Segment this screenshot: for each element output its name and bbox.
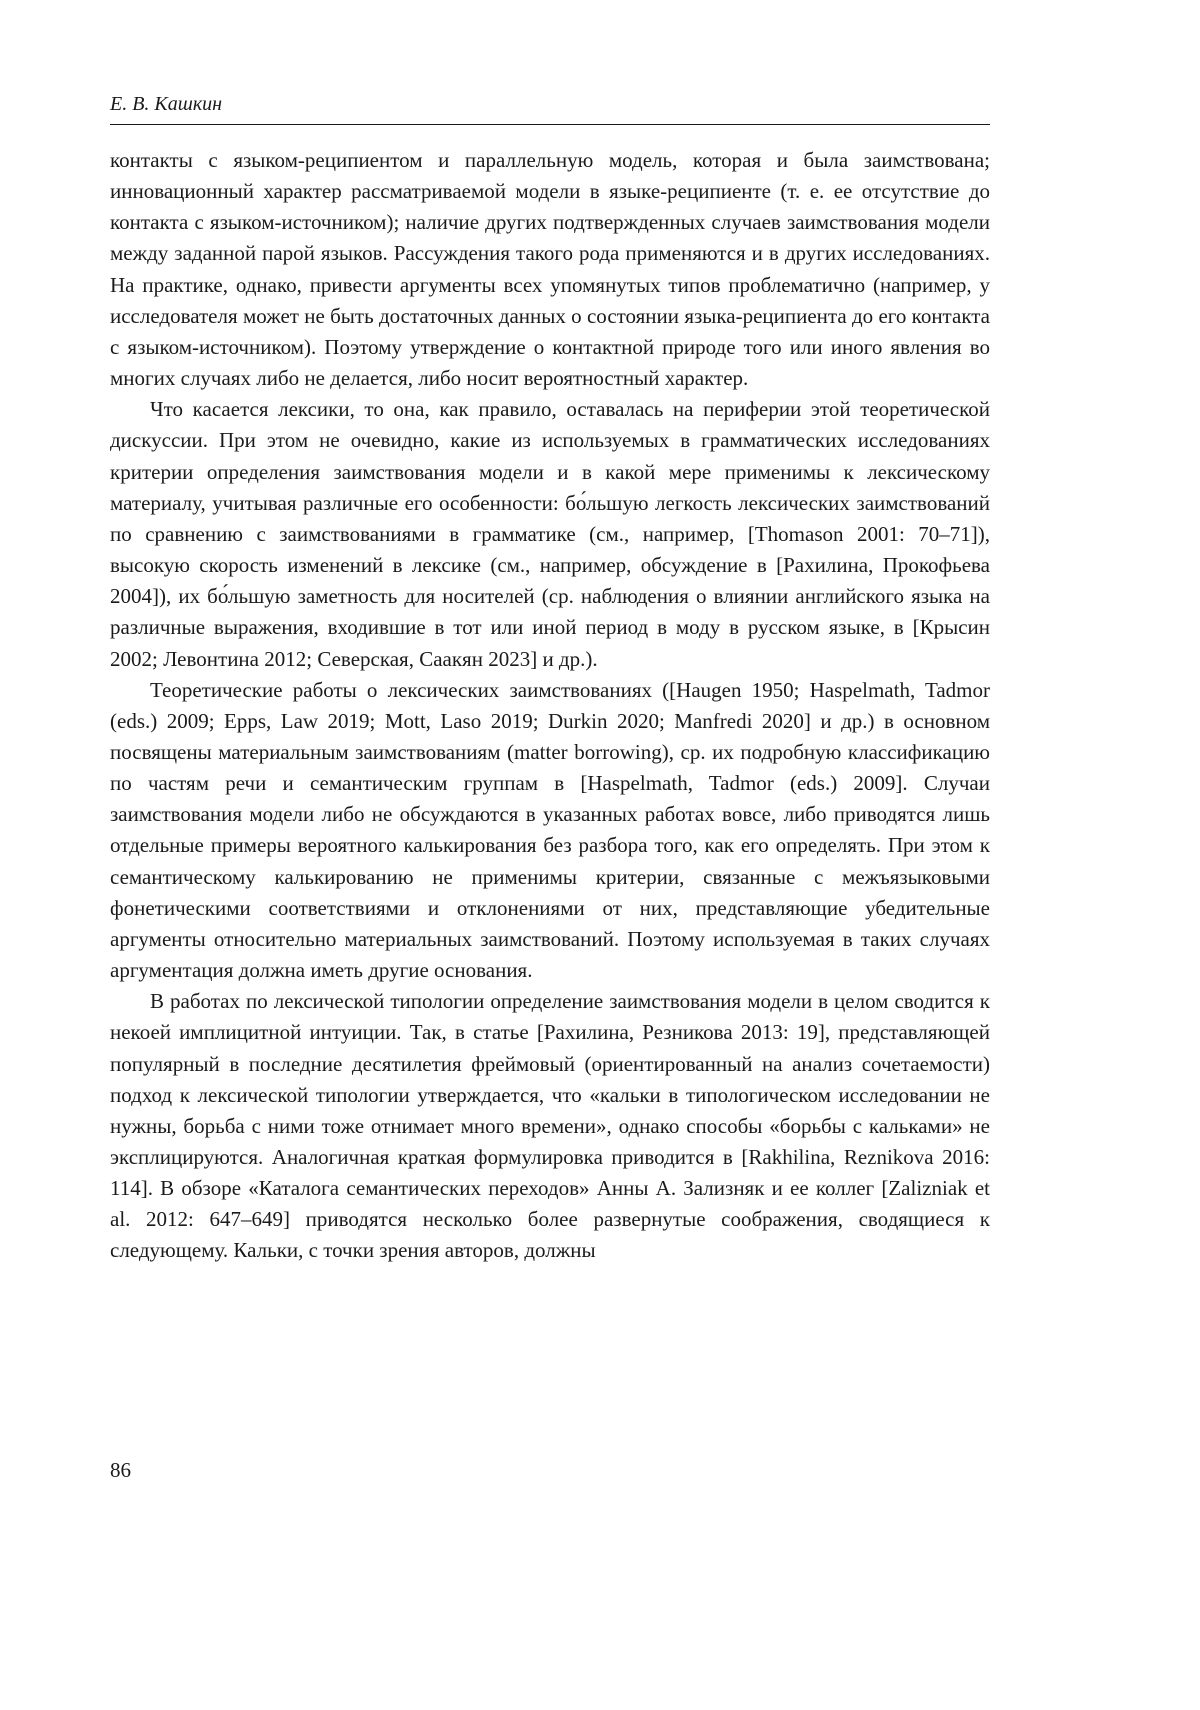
page-number: 86 <box>110 1458 131 1482</box>
paragraph: Что касается лексики, то она, как правило, оставалась на периферии этой теоретической дискуссии. При этом не очевидно, какие из используемых в грамматических исследованиях критерии определения заимствования модели и в какой мере применимы к лексическому материалу, учитывая различные его особенности: бо́льшую легкость лексических заимствований по сравнению с заимствованиями в грамматике (см., например, [Thomason 2001: 70–71]), высокую скорость изменений в лексике (см., например, обсуждение в [Рахилина, Прокофьева 2004]), их бо́льшую заметность для носителей (ср. наблюдения о влиянии английского языка на различные выражения, входившие в тот или иной период в моду в русском языке, в [Крысин 2002; Левонтина 2012; Северская, Саакян 2023] и др.). <box>110 397 990 671</box>
paragraph: контакты с языком-реципиентом и параллельную модель, которая и была заимствована; инновационный характер рассматриваемой модели в языке-реципиенте (т. е. ее отсутствие до контакта с языком-источником); наличие других подтвержденных случаев заимствования модели между заданной парой языков. Рассуждения такого рода применяются и в других исследованиях. На практике, однако, привести аргументы всех упомянутых типов проблематично (например, у исследователя может не быть достаточных данных о состоянии языка-реципиента до его контакта с языком-источником). Поэтому утверждение о контактной природе того или иного явления во многих случаях либо не делается, либо носит вероятностный характер. <box>110 148 990 391</box>
header-rule <box>110 124 990 125</box>
body-text <box>110 145 990 1267</box>
paragraph: В работах по лексической типологии определение заимствования модели в целом сводится к некоей имплицитной интуиции. Так, в статье [Рахилина, Резникова 2013: 19], представляющей популярный в последние десятилетия фреймовый (ориентированный на анализ сочетаемости) подход к лексической типологии утверждается, что «кальки в типологическом исследовании не нужны, борьба с ними тоже отнимает много времени», однако способы «борьбы с кальками» не эксплицируются. Аналогичная краткая формулировка приводится в [Rakhilina, Reznikova 2016: 114]. В обзоре «Каталога семантических переходов» Анны А. Зализняк и ее коллег [Zalizniak et al. 2012: 647–649] приводятся несколько более развернутые соображения, сводящиеся к следующему. Кальки, с точки зрения авторов, должны <box>110 989 990 1263</box>
running-head: Е. В. Кашкин <box>110 93 223 115</box>
paragraph: Теоретические работы о лексических заимствованиях ([Haugen 1950; Haspelmath, Tadmor (eds.) 2009; Epps, Law 2019; Mott, Laso 2019; Durkin 2020; Manfredi 2020] и др.) в основном посвящены материальным заимствованиям (matter borrowing), ср. их подробную классификацию по частям речи и семантическим группам в [Haspelmath, Tadmor (eds.) 2009]. Случаи заимствования модели либо не обсуждаются в указанных работах вовсе, либо приводятся лишь отдельные примеры вероятного калькирования без разбора того, как его определять. При этом к семантическому калькированию не применимы критерии, связанные с межъязыковыми фонетическими соответствиями и отклонениями от них, представляющие убедительные аргументы относительно материальных заимствований. Поэтому используемая в таких случаях аргументация должна иметь другие основания. <box>110 677 990 983</box>
